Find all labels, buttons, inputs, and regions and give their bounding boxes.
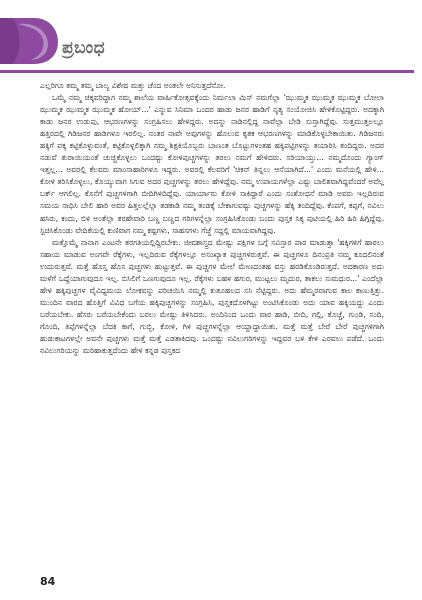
page-number: 84 [40, 575, 56, 588]
paragraph: ಎಲ್ಲರಿಗೂ ತಮ್ಮ ತಮ್ಮ ಬಾಲ್ಯ ವಿಶೇಷ ಮತ್ತು ಚೆಂದ ಅಂತಲೇ ಅನಿಸುತ್ತದೆನೋ. [40, 81, 226, 90]
decorative-swoosh-icon [0, 18, 62, 64]
page-header [0, 18, 422, 70]
paragraph: ಒಮ್ಮೆ ನಮ್ಮ ಚಿಕ್ಕವರಿದ್ದಾಗ ನಮ್ಮ ಶಾಲೆಯ ವಾರ್ಷಿಕೋತ್ಸವಕ್ಕೆಂದು ನಿರ್ಮಲಾ ಮಿಸ್ ನಮಗೆಲ್ಲಾ 'ಝುಮ್ಮಕ ಝುಮ್ಮಕ ಝುಮ್ಮಕ ಬೋಲಾ ಝುಮ್ಮಕ ಝುಮ್ಮಕ ಝುಮ್ಮಕ ಹೋಯ್...' ಎನ್ನುವ ಸಿನಿಮಾ ಒಂದರ ಹಾಡು ಜನರ ಹಾಡಿಗೆ ನೃತ್ಯ ಸಂಯೋಜಿಸಿ ಹೇಳಿಕೊಟ್ಟಿದ್ದರು. ಅದಕ್ಕಾಗಿ ಕಾಡು ಜನರ ಉಡುಪು, ಆಭರಣಗಳನ್ನು ಸಂಗ್ರಹಿಸಲು ಹೇಳಿದ್ದರು. ಅದನ್ನು ನಾಡಿನಲ್ಲಿದ್ದ ನಾವೆಲ್ಲಾ ಬೇಡಿ ಸುಸ್ತಾಗಿದ್ದೆವು. ಸುತ್ತಮುತ್ತಲಲ್ಲೂ ಹತ್ತಿರದಲ್ಲಿ ಗಿಡಿಜನರ ಹಾಡಿಗಳೂ ಇರಲಿಲ್ಲ. ನಂತರ ನಾವೇ ಅವುಗಳನ್ನು ಹೊಲುವ ಕೃತಕ ಆಭರಣಗಳನ್ನು ಮಾಡಿಕೊಳ್ಳಬೇಕಾಯಿತು. ಗಿಡಿಜನರು ಹಕ್ಕಿಗೆ ಪಕ್ಕ ಕಟ್ಟಿಕೊಳ್ಳುವಂತೆ, ಕಟ್ಟಿಕೊಳ್ಳಲಿಕ್ಕಾಗಿ ನಮ್ಮ ಶಿಕ್ಷಕಿಯೊಬ್ಬರು ಬಾಣಂತ ಬೊಟ್ಟುಗಳಂತಹ ಹಕ್ಕಿಪಟ್ಟಿಗಳನ್ನು ತಯಾರಿಸಿ ತಂದಿದ್ದರು. ಅದರ ನಡುವೆ ತುರಾಯಿಯಂತೆ ಚುಚ್ಚಿಕೊಳ್ಳಲು ಒಂದಷ್ಟು ಕೋಳಿಪುಚ್ಚಗಳನ್ನು ತರಲು ನಮಗೆ ಹೇಳಿದರು. ಸರಿಯಾಯ್ತು... ನಮ್ಮದೊಂದು ಗ್ಯಾಂಗ್ ಇತ್ತಲ್ಲ... ಅವರಲ್ಲಿ ಕೆಲವರು ಮಾಂಸಾಹಾರಿಗಳೂ ಇದ್ದರು. ಅವರಲ್ಲಿ ಕೆಲವರಿಗೆ 'ಚಿಕನ್ ತಿನ್ನಲು ಆಸೆಯಾಗಿದೆ...' ಎಂದು ಮನೆಯಲ್ಲಿ ಹೇಳಿ... ಕೋಳಿ ತರಿಸಿಕೊಳ್ಳಲು, ಕೊಯ್ಯುವಾಗ ಸಿಗುವ ಅದರ ಪುಚ್ಚಗಳನ್ನು ತರಲು ಹೇಳಿದ್ದೆವು. ನಮ್ಮ ಉಪಾಯಗಳೆಲ್ಲಾ ಎಷ್ಟು ಬಾಲಿಶವಾಗಿದ್ದವೆಂದರೆ ಅವೆಲ್ಲ ಬರ್ಕ್ ಆಗಲಿಲ್ಲ. ಕೊನೆಗೆ ಪುಚ್ಚಗಳಿಗಾಗಿ ಬೀದಿಗಿಳಿದಿದ್ದೆವು. ಯಾರ್ಯಾರು ಕೋಳಿ ಸಾಕಿದ್ದಾರೆ ಎಂದು ಸಂಶೋಧನೆ ಮಾಡಿ ಅವರು ಇಲ್ಲದಿರುವ ಸಮಯ ಸಾಧಿಸಿ ಬೇಲಿ ಹಾರಿ ಅವರ ಹಿತ್ತಲಲ್ಲೆಲ್ಲಾ ತಡಕಾಡಿ ನಮ್ಮ ತಂಡಕ್ಕೆ ಬೇಕಾಗುವಷ್ಟು ಪುಚ್ಚಗಳನ್ನು ಹೆಕ್ಕಿ ತಂದಿದ್ದೆವು. ಕೆಂಪಗೆ, ಕಪ್ಪಗೆ, ನವಿಲು ಹಸಿರು, ಕಂದು, ಬಿಳಿ ಅಂತೆಲ್ಲಾ ತರಹೇವಾರಿ ಬಣ್ಣ ಬಣ್ಣದ ಗರಿಗಳನ್ನೆಲ್ಲಾ ಸಂಗ್ರಹಿಸಿಕೊಂಡು ಬಂದು ಪುಸ್ತಕ ಸಿಕ್ಕ ಪುಟಿಯಲ್ಲಿ ಹಿರಿ ಹಿರಿ ಹಿಗ್ಗಿದ್ದೆವು. ಸ್ಟಿಚಿಸಿಕೊಂಡು ವೇದಿಕೆಯಲ್ಲಿ ಕುಣಿವಾಗ ನಮ್ಮ ಕಷ್ಟಗಳು, ಸಾಹಸಗಳು ಗೆಜ್ಜೆ ಸದ್ದಲ್ಲಿ ಮಾಯವಾಗಿದ್ದವು. [40, 93, 384, 235]
header-divider [0, 70, 414, 73]
section-title: ಪ್ರಬಂಧ [62, 38, 106, 58]
paragraph: ಮತ್ತೊಮ್ಮೆ ನಾನಾಗ ಎಂಟನೇ ತರಗತಿಯಲ್ಲಿದ್ದಿರಬೇಕು. ಜೀವಶಾಸ್ತ್ರದ ಮೇಷ್ಟು ಪಕ್ಷಿಗಳ ಬಗ್ಗೆ ಸವಿಸ್ತಾರ ಪಾಠ ಮಾಡುತ್ತಾ 'ಹಕ್ಕಿಗಳಿಗೆ ಹಾರಲು ಸಹಾಯ ಮಾಡುವ ಅಂಗವೇ ರೆಕ್ಕೆಗಳು, ಇಲ್ಲದಿರುವ ರೆಕ್ಕೆಗಳಲ್ಲೂ ಅಸಂಖ್ಯಾತ ಪುಚ್ಚಗಳಿರುತ್ತವೆ. ಈ ಪುಚ್ಚಗಳೂ ದಿನಂಪ್ರತಿ ನಮ್ಮ ಕೂದಲಿನಂತೆ ಉದುರುತ್ತವೆ. ಮತ್ತೆ ಹೊಸ್ತ ಹೊಸ ಪುಚ್ಚಗಳು ಹುಟ್ಟುತ್ತವೆ. ಈ ಪುಚ್ಚಗಳ ಮೇಲೆ ಮೇಣದಂತಹ ವಸ್ತು ಹರಡಿಕೊಂಡಿರುತ್ತದೆ. ಅದಕಾರಣ ಅದು ಮಳೆಗೆ ಒದ್ದೆಯಾಗುವುದೂ ಇಲ್ಲ. ಬಿಸಿಲಿಗೆ ಒಣಗುವುದೂ ಇಲ್ಲ. ರೆಕ್ಕೆಗಳು ಬಹಳ ಹಗುರ, ಮುಟ್ಟಲು ಮೃದುರ, ತಾಕಲು ಸುಮಧುರ...' ಎಂದೆಲ್ಲಾ ಹೇಳಿ ಹಕ್ಕಿಪುಚ್ಚಗಳ ವೈವಿಧ್ಯಮಯ ಲೋಕವನ್ನು ಪರಿಚಯಿಸಿ ನಮ್ಮಲ್ಲಿ ಕುತೂಹಲದ ಸಸಿ ನೆಟ್ಟಿದ್ದರು. ಅದು ಹೆಮ್ಮರವಾಗುವ ಕಾಲ ಕಾಣುತ್ತಿತ್ತು. ಮುಂದಿನ ವಾರದ ಹೊತ್ತಿಗೆ ವಿವಿಧ ಬಗೆಯ ಹಕ್ಕಿಪುಚ್ಚಗಳನ್ನು ಸಂಗ್ರಹಿಸಿ, ಪುಸ್ತಕದೊಳಗಿಟ್ಟು ಅಂಟಿಸಿಕೊಂಡು ಅದು ಯಾವ ಹಕ್ಕಿಯದ್ದು ಎಂದು ಬರೆಯಬೇಕು. ಹೆಸರು ಬರೆಯಬೇಕೆಂದು ಬರಲು ಮೇಷ್ಟು ತಿಳಿಸಿದರು. ಅಂದಿನಿಂದ ಒಂದು ವಾರ ಹಾಡಿ, ಬೀದಿ, ಗಲ್ಲಿ, ಕೊಚ್ಚೆ, ಗುಂಡಿ, ಸಂದಿ, ಗೊಂದಿ, ತಿಪ್ಪೆಗಳನ್ನೆಲ್ಲಾ ಬೆದಕಿ ಕಾಗೆ, ಗುಬ್ಬಿ, ಕೋಳಿ, ಗಿಳಿ ಪುಚ್ಚಗಳನ್ನೆಲ್ಲಾ ಆಯ್ದಾದ್ದಾಯಿತು. ಮತ್ತೆ ಮತ್ತೆ ಬೇರೆ ಬೇರೆ ಪುಚ್ಚಗಳಿಗಾಗಿ ಹುಡುಕಾಟಗಳಲ್ಲೇ ಅವನೇ ಪುಚ್ಚಗಳು ಮತ್ತೆ ಮತ್ತೆ ಎಡತಾಕಿದವು. ಒಂದಷ್ಟು ನವಿಲುಗರಿಗಳನ್ನು ಇದ್ದವರ ಬಳಿ ಕೇಳಿ ಎರವಲು ಪಡೆದೆ. ಒಂದು ನವಿಲುಗರಿಯನ್ನು ಮರಿಹಾಕುತ್ತದೆಂದು ಹೇಳಿ ಕನ್ನಡ ಪುಸ್ತಕದ [40, 237, 384, 356]
article-body [40, 80, 384, 556]
